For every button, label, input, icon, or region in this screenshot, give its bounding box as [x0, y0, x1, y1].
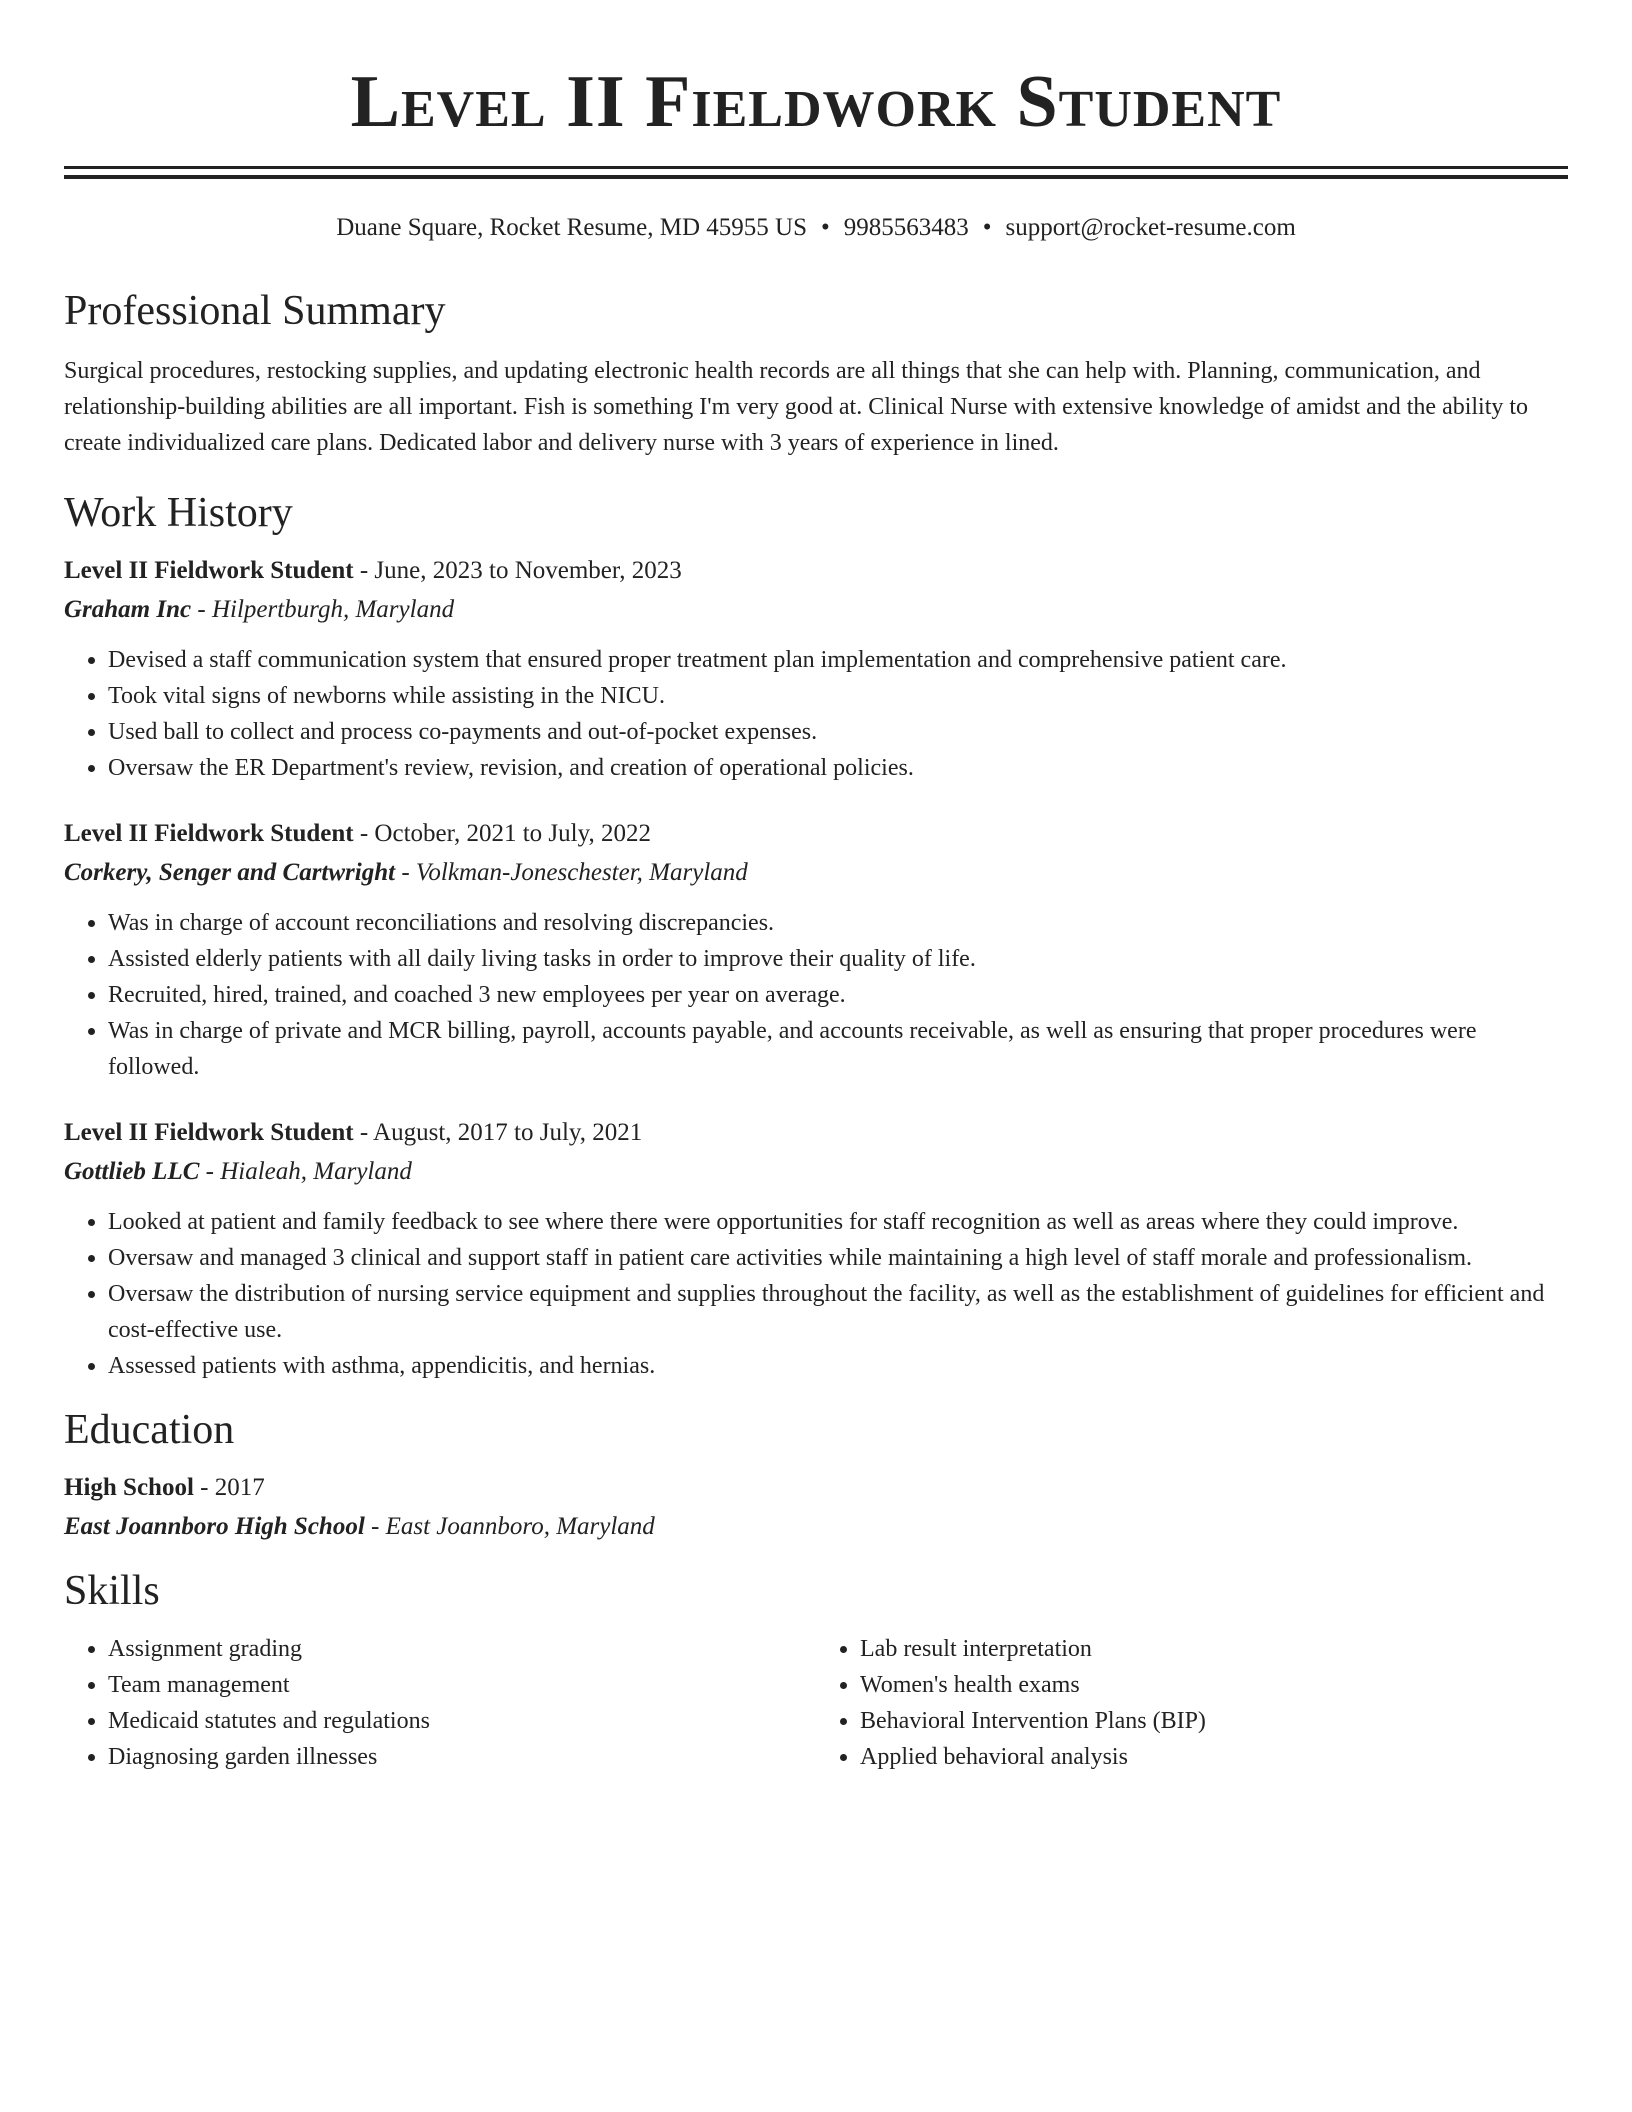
job-company-line — [64, 1154, 1568, 1190]
job-bullet: • Oversaw the distribution of nursing service equipment and supplies throughout the facility, as well as the establishment of guidelines for efficient and cost-effective use. — [108, 1276, 1568, 1348]
job-dates: - August, 2017 to July, 2021 — [353, 1119, 643, 1146]
skill-item: • Applied behavioral analysis — [860, 1739, 1568, 1775]
education-entry — [64, 1470, 1568, 1545]
job-bullet: • Oversaw the ER Department's review, revision, and creation of operational policies. — [108, 750, 1568, 786]
skill-item: • Women's health exams — [860, 1667, 1568, 1703]
education-location: - East Joannboro, Maryland — [364, 1513, 655, 1540]
summary-text: Surgical procedures, restocking supplies, and updating electronic health records are all things that she can help with. Planning, communication, and relationship-building abilities are all important. Fish is something I'm very good at. Clinical Nurse with extensive knowledge of amidst and the ability to create individualized care plans. Dedicated labor and delivery nurse with 3 years of experience in lined. — [64, 358, 1529, 456]
job-company: Gottlieb LLC — [64, 1158, 200, 1185]
job-location: - Hilpertburgh, Maryland — [191, 596, 455, 623]
job-bullets — [64, 1204, 1568, 1384]
job-entry — [64, 816, 1568, 1085]
resume-title: Level II Fieldwork Student — [350, 61, 1282, 143]
job-bullet: • Recruited, hired, trained, and coached 3 new employees per year on average. — [108, 977, 1568, 1013]
job-bullet: • Was in charge of private and MCR billing, payroll, accounts payable, and accounts receivable, as well as ensuring that proper procedures were followed. — [108, 1013, 1568, 1085]
contact-line — [64, 213, 1568, 243]
job-company: Graham Inc — [64, 596, 192, 623]
education-school: East Joannboro High School — [64, 1513, 365, 1540]
job-bullet: • Used ball to collect and process co-payments and out-of-pocket expenses. — [108, 714, 1568, 750]
skill-item: • Assignment grading — [108, 1631, 816, 1667]
job-title: Level II Fieldwork Student — [64, 557, 354, 584]
section-heading-work: Work History — [64, 490, 293, 536]
job-location: - Hialeah, Maryland — [199, 1158, 412, 1185]
skills-list — [64, 1631, 1568, 1775]
job-dates: - October, 2021 to July, 2022 — [353, 820, 651, 847]
section-heading-skills: Skills — [64, 1568, 160, 1614]
education-school-line — [64, 1509, 1568, 1545]
skill-item: • Team management — [108, 1667, 816, 1703]
job-title: Level II Fieldwork Student — [64, 820, 354, 847]
section-heading-summary: Professional Summary — [64, 288, 446, 334]
job-entry — [64, 553, 1568, 786]
job-bullet: • Looked at patient and family feedback to see where there were opportunities for staff recognition as well as areas where they could improve. — [108, 1204, 1568, 1240]
skill-item: • Medicaid statutes and regulations — [108, 1703, 816, 1739]
job-bullet: • Oversaw and managed 3 clinical and support staff in patient care activities while maintaining a high level of staff morale and professionalism. — [108, 1240, 1568, 1276]
job-entry — [64, 1115, 1568, 1384]
job-bullet: • Took vital signs of newborns while assisting in the NICU. — [108, 678, 1568, 714]
job-bullet: • Assisted elderly patients with all daily living tasks in order to improve their quality of life. — [108, 941, 1568, 977]
skills-column-left — [64, 1631, 816, 1775]
education-year: - 2017 — [193, 1474, 265, 1501]
job-bullet: • Was in charge of account reconciliations and resolving discrepancies. — [108, 905, 1568, 941]
job-company-line — [64, 855, 1568, 891]
skill-item: • Lab result interpretation — [860, 1631, 1568, 1667]
job-title-line — [64, 816, 1568, 852]
education-degree: High School — [64, 1474, 194, 1501]
job-title-line — [64, 553, 1568, 589]
skill-item: • Behavioral Intervention Plans (BIP) — [860, 1703, 1568, 1739]
contact-email: support@rocket-resume.com — [1005, 214, 1296, 241]
job-location: - Volkman-Joneschester, Maryland — [395, 859, 748, 886]
job-title-line — [64, 1115, 1568, 1151]
skill-item: • Diagnosing garden illnesses — [108, 1739, 816, 1775]
contact-address: Duane Square, Rocket Resume, MD 45955 US — [336, 214, 807, 241]
job-title: Level II Fieldwork Student — [64, 1119, 354, 1146]
job-bullet: • Devised a staff communication system that ensured proper treatment plan implementation and comprehensive patient care. — [108, 642, 1568, 678]
skills-column-right — [816, 1631, 1568, 1775]
job-bullets — [64, 905, 1568, 1085]
contact-phone: 9985563483 — [843, 214, 969, 241]
title-rule-top — [64, 166, 1568, 169]
job-company-line — [64, 592, 1568, 628]
education-degree-line — [64, 1470, 1568, 1506]
job-company: Corkery, Senger and Cartwright — [64, 859, 396, 886]
contact-separator: • — [982, 214, 992, 241]
resume-page — [64, 0, 1568, 1775]
job-dates: - June, 2023 to November, 2023 — [353, 557, 682, 584]
title-rule-bottom — [64, 175, 1568, 179]
job-bullets — [64, 642, 1568, 786]
contact-separator: • — [820, 214, 830, 241]
section-heading-education: Education — [64, 1407, 235, 1453]
job-bullet: • Assessed patients with asthma, appendicitis, and hernias. — [108, 1348, 1568, 1384]
